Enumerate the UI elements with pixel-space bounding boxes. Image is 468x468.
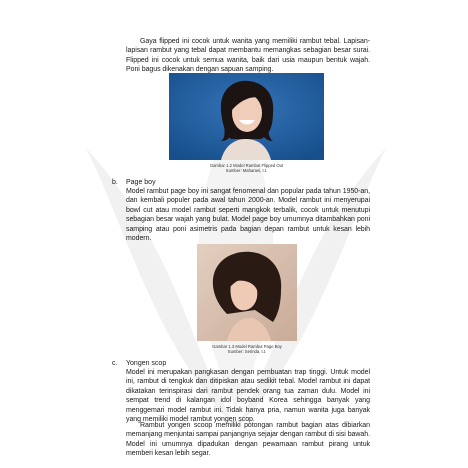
figure-2-caption [184,344,310,355]
figure-1-caption [169,163,324,174]
section-c-marker: c. [112,360,118,367]
figure-1-caption-title: Gambar 1.2 Model Rambut Flipped Out [209,163,284,168]
section-b-paragraph: Model rambut page boy ini sangat fenomenal dan popular pada tahun 1950-an, dan kembali populer pada awal tahun 2000-an. Model rambut ini menyerupai bowl cut atau model rambut seperti mangkok terbalik, cocok untuk menutupi sebagian besar wajah yang bulat. Model page boy umumnya ditambahkan poni samping atau poni asimetris pada bagian depan rambut untuk kesan lebih modern. [126,188,370,243]
figure-2-caption-source: Sumber: Serinda, t.t. [227,349,267,355]
figure-2-caption-title: Gambar 1.3 Model Rambut Page Boy [212,344,282,349]
section-c-heading: Yongen scop [126,360,167,367]
portrait-illustration [169,73,324,160]
section-c-paragraph-2: Rambut yongen scoop memiliki potongan rambut bagian atas dibiarkan memanjang menjuntai sampai panjangnya sejajar dengan rambut di sisi bawah. Model ini umumnya dipadukan dengan pewarnaan rambut pirang untuk memberi kesan lebih segar. [126,422,370,458]
figure-1-caption-source: Sumber: Maharani, t.t. [225,168,268,174]
figure-page-boy-photo [197,244,297,341]
intro-paragraph: Gaya flipped ini cocok untuk wanita yang memiliki rambut tebal. Lapisan-lapisan rambut yang tebal dapat membantu memangkas sebagian besar surai. Flipped ini cocok untuk semua wanita, baik dari usia maupun bentuk wajah. Poni bagus dikenakan dengan sapuan samping. [126,38,370,74]
section-c-paragraph-1: Model ini merupakan pangkasan dengan pembuatan trap tinggi. Untuk model ini, rambut di tengkuk dan ditipiskan atau sedikit tebal. Model rambut ini dapat dikatakan terinspirasi dari rambut pendek orang tua zaman dulu. Model ini sempat trend di kalangan idol boyband Korea sehingga banyak yang menggemari model rambut ini. Tidak hanya pria, namun wanita juga banyak yang memiliki model rambut yongen scop. [126,369,370,424]
page-boy-illustration [197,244,297,341]
section-b-heading: Page boy [126,179,156,186]
section-b-marker: b. [112,179,118,186]
figure-flipped-out-photo [169,73,324,160]
